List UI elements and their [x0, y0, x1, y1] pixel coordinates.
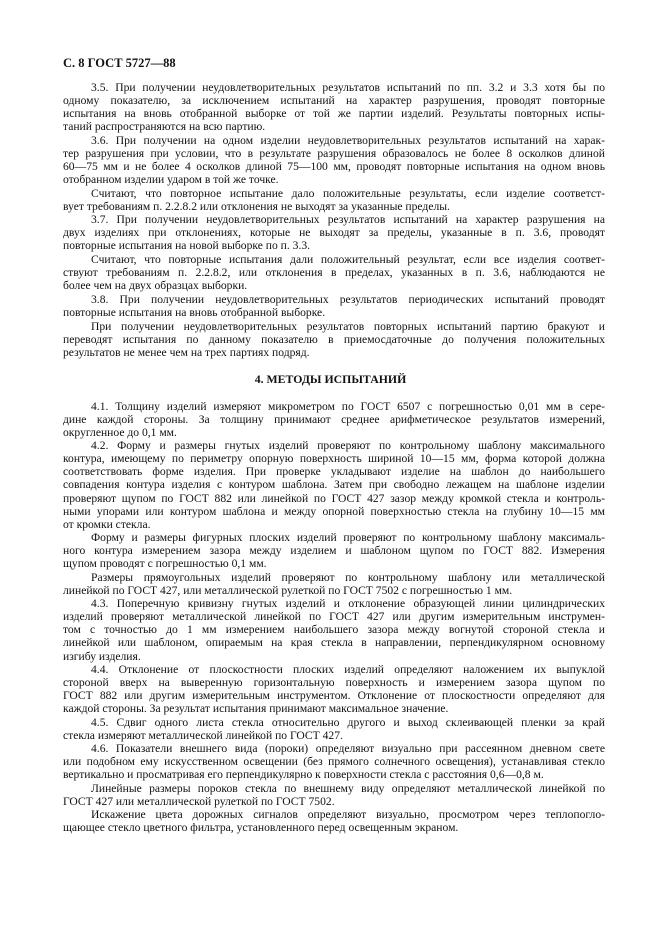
- text-line: переводят испытания по данному показателю в приемосдаточные до получения положительных: [63, 333, 605, 347]
- section-title-test-methods: 4. МЕТОДЫ ИСПЫТАНИЙ: [254, 372, 407, 386]
- text-line: 4.1. Толщину изделий измеряют микрометром по ГОСТ 6507 с погрешностью 0,01 мм в сере-: [91, 400, 605, 413]
- text-line: Форму и размеры фигурных плоских изделий проверяют по контрольному шаблону максималь-: [91, 531, 605, 544]
- paragraph: [63, 187, 605, 213]
- text-line: Линейные размеры пороков стекла по внешнему виду определяют металлической линейкой по: [91, 782, 605, 795]
- text-line: 3.7. При получении неудовлетворительных результатов испытаний на характер разрушения на: [91, 213, 605, 226]
- text-line: 3.6. При получении на одном изделии неудовлетворительных результатов испытаний на харак-: [91, 134, 605, 147]
- text-line: 60—75 мм и не более 4 осколков длиной 75—100 мм, проводят повторные испытания на одном вновь: [63, 160, 605, 174]
- text-line: изделий проверяют металлической линейкой по ГОСТ 427 или другим измерительным инструмен-: [63, 610, 605, 624]
- text-line: ного контура измерением зазора между изделием и шаблоном щупом по ГОСТ 882. Измерения: [63, 544, 605, 558]
- paragraph: [63, 293, 605, 319]
- text-line: 4.5. Сдвиг одного листа стекла относительно другого и выход склеивающей пленки за край: [91, 716, 605, 729]
- text-line: Считают, что повторное испытание дало положительные результаты, если изделие соответст-: [91, 187, 605, 200]
- text-line: двух изделиях при отклонениях, которые не выходят за пределы, указанные в п. 3.6, проводят: [63, 226, 605, 240]
- paragraph: [63, 400, 605, 439]
- text-line: контура, имеющему по периметру опорную поверхность шириной 10—15 мм, форма которой должна: [63, 452, 605, 466]
- text-line: 4.4. Отклонение от плоскостности плоских изделий определяют наложением их выпуклой: [91, 663, 605, 676]
- paragraph: [63, 742, 605, 781]
- text-line: отобранном изделии ударом в той же точке.: [63, 173, 279, 187]
- text-line: 4.2. Форму и размеры гнутых изделий проверяют по контрольному шаблону максимального: [91, 439, 605, 452]
- text-line: испытания на вновь отобранной выборке от той же партии изделий. Результаты повторных испы-: [63, 107, 605, 121]
- paragraph: [63, 663, 605, 716]
- text-line: округленное до 0,1 мм.: [63, 426, 177, 440]
- text-line: ными упорами или контуром шаблона и между опорной поверхностью стекла на глубину 10—15 мм: [63, 504, 605, 518]
- paragraph: [63, 81, 605, 134]
- paragraph: [63, 597, 605, 663]
- page-header: С. 8 ГОСТ 5727—88: [63, 56, 176, 70]
- text-line: совпадения контура изделия с контуром шаблона. Затем при свободно лежащем на шаблоне изделии: [63, 478, 605, 492]
- text-line: вует требованиям п. 2.2.8.2 или отклонения не выходят за указанные пределы.: [63, 200, 450, 214]
- text-line: 3.8. При получении неудовлетворительных результатов периодических испытаний проводят: [91, 293, 605, 306]
- text-line: от кромки стекла.: [63, 517, 151, 531]
- paragraph: [63, 782, 605, 808]
- text-line: 4.3. Поперечную кривизну гнутых изделий и отклонение образующей линии цилиндрических: [91, 597, 605, 610]
- text-line: том с точностью до 1 мм измерением наибольшего зазора между вогнутой стороной стекла и: [63, 623, 605, 637]
- text-line: ГОСТ 882 или другим измерительным инструментом. Отклонение от плоскостности определяют для: [63, 689, 605, 703]
- paragraph: [63, 439, 605, 531]
- text-line: более чем на двух образцах выборки.: [63, 279, 248, 293]
- text-line: дине каждой стороны. За толщину принимают среднее арифметическое результатов измерений,: [63, 413, 605, 427]
- text-line: результатов не менее чем на трех партиях подряд.: [63, 346, 310, 360]
- text-line: повторные испытания на новой выборке по п. 3.3.: [63, 239, 311, 253]
- text-line: проверяют щупом по ГОСТ 882 или линейкой по ГОСТ 427 зазор между кромкой стекла и контроль-: [63, 491, 605, 505]
- paragraph: [63, 716, 605, 742]
- text-line: вертикально и просматривая его перпендикулярно к поверхности стекла с расстояния 0,6—0,8 м.: [63, 768, 544, 782]
- text-line: одному показателю, за исключением испытаний на характер разрушения, проводят повторные: [63, 94, 605, 108]
- text-line: стороной вверх на выверенную горизонтальную поверхность и измерением зазора щупом по: [63, 676, 605, 690]
- text-line: щупом проводят с погрешностью 0,1 мм.: [63, 557, 267, 571]
- paragraph: [63, 571, 605, 597]
- text-line: тер разрушения при условии, что в результате разрушения образовалось не более 8 осколков длиной: [63, 147, 605, 161]
- paragraph: [63, 531, 605, 570]
- text-line: таний распространяются на всю партию.: [63, 120, 266, 134]
- paragraph: [63, 320, 605, 359]
- text-line: ствуют требованиям п. 2.2.8.2, или отклонения в пределах, указанных в п. 3.6, наблюдаются не: [63, 266, 605, 280]
- text-line: линейкой или шаблоном, опираемым на края стекла в направлении, перпендикулярном основному: [63, 636, 605, 650]
- text-line: повторные испытания на вновь отобранной выборке.: [63, 306, 326, 320]
- paragraph: [63, 213, 605, 252]
- text-line: линейкой по ГОСТ 427, или металлической рулеткой по ГОСТ 7502 с погрешностью 1 мм.: [63, 584, 513, 598]
- paragraph: [63, 253, 605, 292]
- text-line: 4.6. Показатели внешнего вида (пороки) определяют визуально при рассеянном дневном свете: [91, 742, 605, 755]
- text-line: 3.5. При получении неудовлетворительных результатов испытаний по пп. 3.2 и 3.3 хотя бы по: [91, 81, 605, 94]
- text-line: Искажение цвета дорожных сигналов определяют визуально, просмотром через теплопогло-: [91, 808, 605, 821]
- text-line: Размеры прямоугольных изделий проверяют по контрольному шаблону или металлической: [91, 571, 605, 584]
- paragraph: [63, 134, 605, 187]
- text-line: Считают, что повторные испытания дали положительный результат, если все изделия соответ-: [91, 253, 605, 266]
- text-line: каждой стороны. За результат испытания принимают максимальное значение.: [63, 702, 449, 716]
- text-line: стекла измеряют металлической линейкой по ГОСТ 427.: [63, 729, 343, 743]
- text-line: или подобном ему искусственном освещении (без прямого солнечного освещения), устанавливая стекло: [63, 755, 605, 769]
- text-line: щающее стекло цветного фильтра, установленного перед освещенным экраном.: [63, 821, 459, 835]
- paragraph: [63, 808, 605, 834]
- text-line: При получении неудовлетворительных результатов повторных испытаний партию бракуют и: [91, 320, 605, 333]
- text-line: изгибу изделия.: [63, 649, 141, 663]
- text-line: соответствовать форме изделия. При проверке укладывают изделие на шаблон до наибольшего: [63, 465, 605, 479]
- text-line: ГОСТ 427 или металлической рулеткой по ГОСТ 7502.: [63, 795, 335, 809]
